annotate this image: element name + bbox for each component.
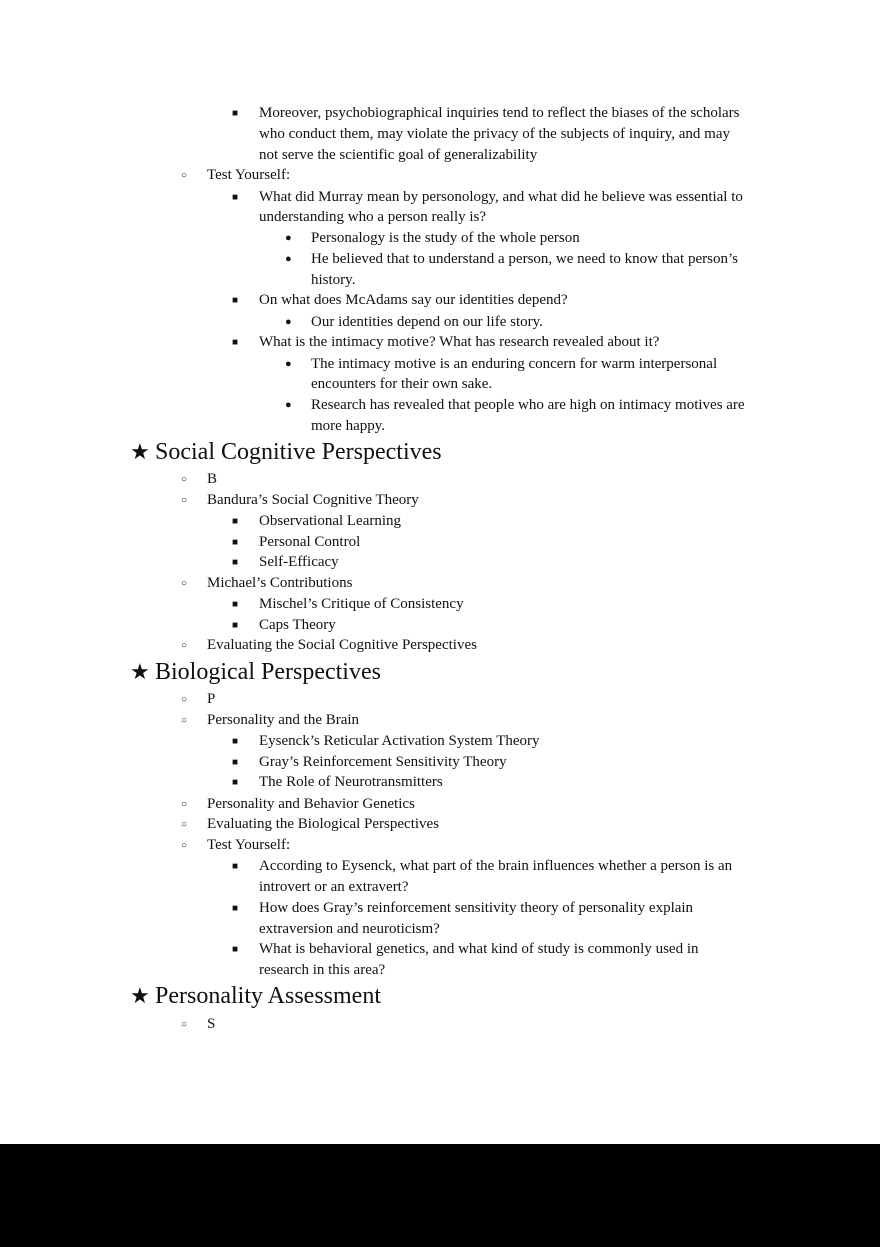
circle-bullet-icon: ○ [181,715,188,726]
black-footer-band [0,1144,880,1247]
square-bullet-icon: ■ [232,537,239,548]
sub-list-item: Caps Theory [259,617,336,633]
dot-bullet-icon: ● [285,399,292,411]
question-text: According to Eysenck, what part of the brain influences whether a person is an [259,858,733,874]
list-item: B [207,471,218,487]
question-text: research in this area? [259,962,386,978]
sub-list-item: Eysenck’s Reticular Activation System Theory [259,733,540,749]
circle-bullet-icon: ○ [181,474,188,485]
square-bullet-icon: ■ [232,108,239,119]
square-bullet-icon: ■ [232,757,239,768]
list-item-test-yourself: Test Yourself: [207,837,291,853]
list-item: S [207,1016,216,1032]
star-icon: ★ [130,439,150,464]
square-bullet-icon: ■ [232,736,239,747]
answer-text: Personalogy is the study of the whole person [311,230,580,246]
list-item: Personality and Behavior Genetics [207,796,415,812]
list-item: Evaluating the Social Cognitive Perspectives [207,637,477,653]
section-heading-biological: Biological Perspectives [155,659,381,685]
section-heading-social-cognitive: Social Cognitive Perspectives [155,439,442,465]
question-text: introvert or an extravert? [259,879,409,895]
star-icon: ★ [130,983,150,1008]
answer-text: The intimacy motive is an enduring concern for warm interpersonal [311,356,718,372]
question-text: On what does McAdams say our identities depend? [259,292,568,308]
section-heading-assessment: Personality Assessment [155,983,381,1009]
list-item: Personality and the Brain [207,712,360,728]
square-bullet-icon: ■ [232,599,239,610]
answer-text: more happy. [311,418,386,434]
sub-list-item: The Role of Neurotransmitters [259,774,443,790]
list-item: Bandura’s Social Cognitive Theory [207,492,419,508]
circle-bullet-icon: ○ [181,1019,188,1030]
circle-bullet-icon: ○ [181,799,188,810]
sub-list-item: Observational Learning [259,513,402,529]
square-bullet-icon: ■ [232,777,239,788]
list-item-test-yourself: Test Yourself: [207,167,291,183]
dot-bullet-icon: ● [285,232,292,244]
sub-list-item: Gray’s Reinforcement Sensitivity Theory [259,754,507,770]
square-bullet-icon: ■ [232,903,239,914]
circle-bullet-icon: ○ [181,495,188,506]
answer-text: He believed that to understand a person, we need to know that person’s [311,251,738,267]
square-bullet-icon: ■ [232,944,239,955]
list-item: Michael’s Contributions [207,575,353,591]
sub-list-item: Personal Control [259,534,361,550]
list-item: Evaluating the Biological Perspectives [207,816,440,832]
square-bullet-icon: ■ [232,295,239,306]
star-icon: ★ [130,659,150,684]
sub-list-item: Mischel’s Critique of Consistency [259,596,464,612]
sub-list-item: Self-Efficacy [259,554,339,570]
question-text: What is the intimacy motive? What has research revealed about it? [259,334,660,350]
body-text: who conduct them, may violate the privacy of the subjects of inquiry, and may [259,126,730,142]
circle-bullet-icon: ○ [181,819,188,830]
square-bullet-icon: ■ [232,620,239,631]
square-bullet-icon: ■ [232,337,239,348]
question-text: understanding who a person really is? [259,209,487,225]
list-item: P [207,691,216,707]
square-bullet-icon: ■ [232,516,239,527]
circle-bullet-icon: ○ [181,840,188,851]
dot-bullet-icon: ● [285,253,292,265]
answer-text: encounters for their own sake. [311,376,493,392]
body-text: not serve the scientific goal of generalizability [259,147,538,163]
circle-bullet-icon: ○ [181,694,188,705]
question-text: What is behavioral genetics, and what kind of study is commonly used in [259,941,699,957]
dot-bullet-icon: ● [285,358,292,370]
square-bullet-icon: ■ [232,192,239,203]
question-text: extraversion and neuroticism? [259,921,440,937]
question-text: How does Gray’s reinforcement sensitivity theory of personality explain [259,900,694,916]
answer-text: history. [311,272,356,288]
answer-text: Research has revealed that people who are high on intimacy motives are [311,397,745,413]
square-bullet-icon: ■ [232,557,239,568]
circle-bullet-icon: ○ [181,170,188,181]
question-text: What did Murray mean by personology, and what did he believe was essential to [259,189,743,205]
answer-text: Our identities depend on our life story. [311,314,543,330]
circle-bullet-icon: ○ [181,640,188,651]
body-text: Moreover, psychobiographical inquiries tend to reflect the biases of the scholars [259,105,740,121]
circle-bullet-icon: ○ [181,578,188,589]
dot-bullet-icon: ● [285,316,292,328]
square-bullet-icon: ■ [232,861,239,872]
